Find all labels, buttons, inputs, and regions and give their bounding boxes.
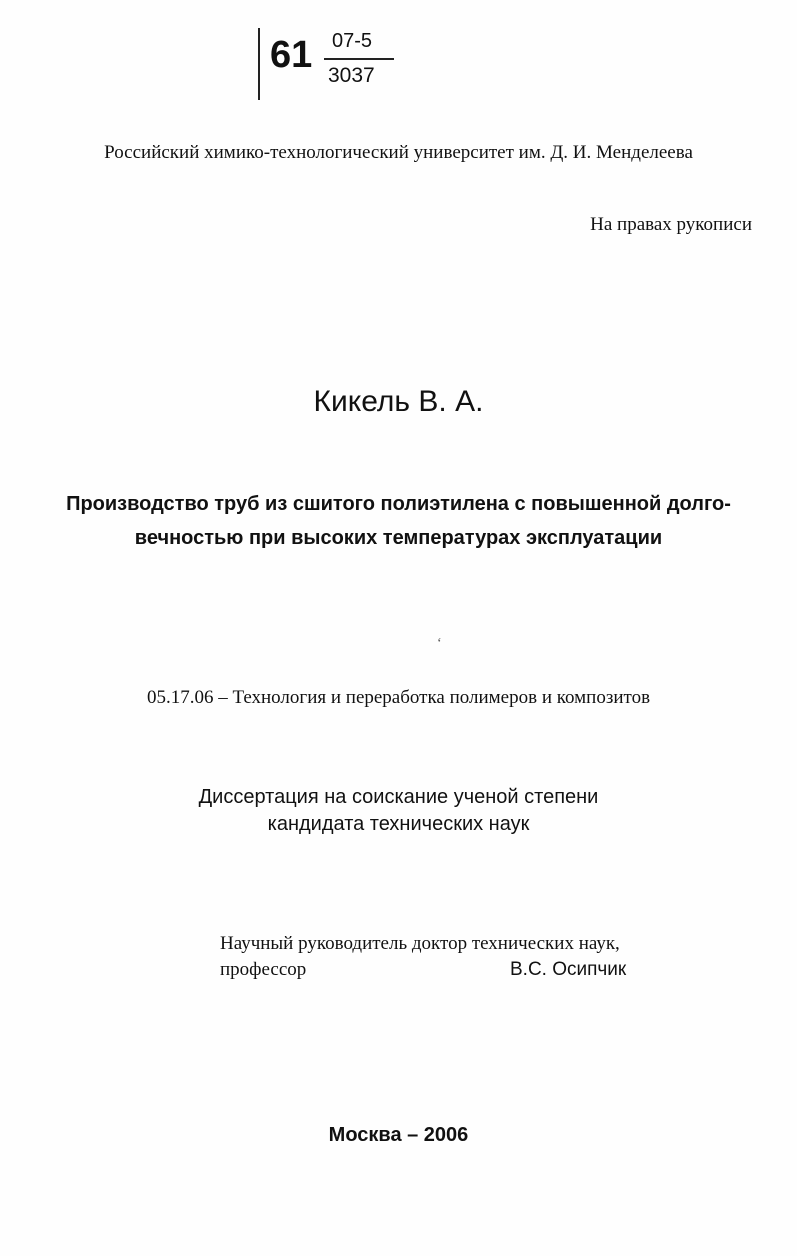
city-year: Москва – 2006 bbox=[328, 1124, 469, 1146]
specialty-code: 05.17.06 – Технология и переработка полимеров и композитов bbox=[146, 687, 651, 708]
dissertation-title bbox=[40, 487, 757, 555]
title-line-1: Производство труб из сшитого полиэтилена с повышенной долго- bbox=[66, 493, 731, 515]
stamp-bar bbox=[258, 28, 260, 100]
author-name: Кикель В. А. bbox=[313, 385, 484, 418]
university-name: Российский химико-технологический университет им. Д. И. Менделеева bbox=[104, 142, 693, 163]
rights-note: На правах рукописи bbox=[590, 214, 752, 235]
scan-speck: ʻ bbox=[437, 636, 442, 651]
advisor-line-1: Научный руководитель доктор технических наук, bbox=[220, 933, 620, 954]
degree-line-2: кандидата технических наук bbox=[267, 813, 530, 835]
stamp-fraction-line bbox=[324, 58, 394, 60]
advisor-line-2 bbox=[220, 957, 680, 983]
scientific-advisor bbox=[220, 931, 680, 983]
library-stamp bbox=[258, 26, 408, 106]
advisor-position: профессор bbox=[220, 959, 307, 980]
stamp-number: 61 bbox=[270, 34, 313, 76]
stamp-denominator: 3037 bbox=[328, 64, 375, 87]
stamp-numerator: 07-5 bbox=[332, 30, 373, 52]
degree-line-1: Диссертация на соискание ученой степени bbox=[198, 786, 599, 808]
degree-statement bbox=[0, 784, 797, 838]
title-line-2: вечностью при высоких температурах эксплуатации bbox=[134, 527, 663, 549]
advisor-name: В.С. Осипчик bbox=[510, 959, 627, 980]
